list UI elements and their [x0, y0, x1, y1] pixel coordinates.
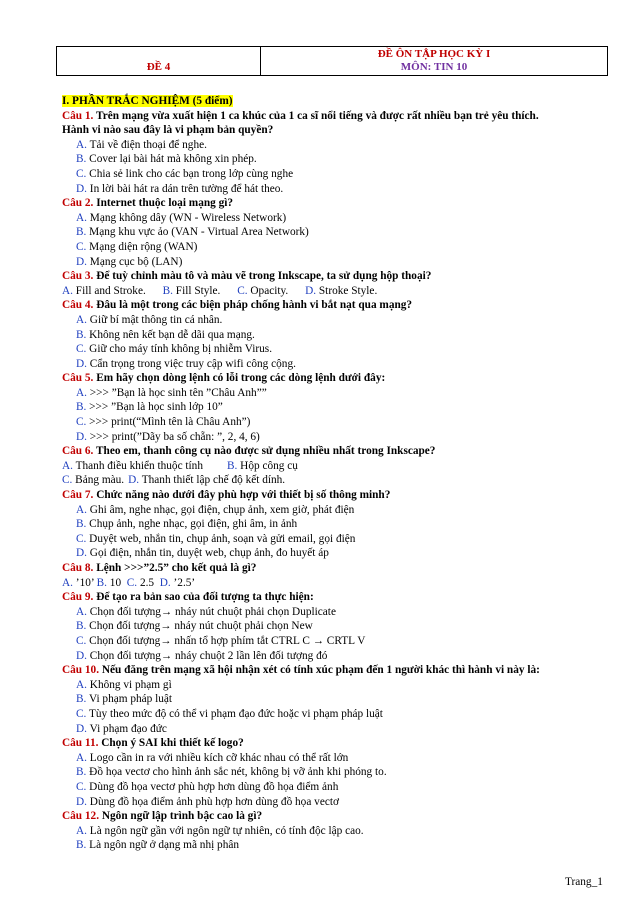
option-d: D. In lời bài hát ra dán trên tường để hát theo. [76, 182, 284, 195]
option-b-letter: B. [162, 284, 173, 297]
exam-header-table [56, 46, 608, 76]
question-3: Câu 3. Để tuỳ chỉnh màu tô và màu vẽ trong Inkscape, ta sử dụng hộp thoại? [62, 270, 432, 283]
section-title: I. PHẦN TRẮC NGHIỆM (5 điểm) [62, 95, 233, 107]
option-a: A. Chọn đối tượng→ nháy nút chuột phải chọn Duplicate [76, 605, 336, 618]
option-b: B. Là ngôn ngữ ở dạng mã nhị phân [76, 839, 240, 852]
question-6: Câu 6. Theo em, thanh công cụ nào được sử dụng nhiều nhất trong Inkscape? [62, 445, 436, 458]
option-d: D. Cẩn trọng trong việc truy cập wifi công cộng. [76, 357, 296, 370]
option-b: B. Chụp ảnh, nghe nhạc, gọi điện, ghi âm, in ảnh [76, 518, 298, 531]
option-c-letter: C. [237, 284, 248, 297]
option-a-letter: A. [62, 284, 73, 297]
option-b: B. Đồ họa vectơ cho hình ảnh sắc nét, không bị vỡ ảnh khi phóng to. [76, 766, 387, 779]
option-a: A. >>> ”Bạn là học sinh tên ”Châu Anh”” [76, 386, 267, 399]
option-a: A. Tải về điện thoại để nghe. [76, 138, 207, 151]
exam-subject: MÔN: TIN 10 [400, 61, 468, 73]
question-11: Câu 11. Chọn ý SAI khi thiết kế logo? [62, 737, 244, 750]
option-b: B. >>> ”Bạn là học sinh lớp 10” [76, 401, 223, 414]
option-c: C. Mạng diện rộng (WAN) [76, 240, 198, 253]
question-4: Câu 4. Đâu là một trong các biện pháp chống hành vi bắt nạt qua mạng? [62, 299, 413, 312]
exam-code: ĐỀ 4 [57, 47, 261, 76]
option-a: A. Không vi phạm gì [76, 678, 172, 691]
inline-options: A. ’10’ B. 10 C. 2.5 D. ’2.5’ [62, 576, 196, 589]
question-text: Trên mạng vừa xuất hiện 1 ca khúc của 1 ca sĩ nổi tiếng và được rất nhiều bạn trẻ yêu thích. [93, 109, 539, 122]
option-a: A. Logo cần in ra với nhiều kích cỡ khác nhau có thể rất lớn [76, 751, 349, 764]
option-b: B. Không nên kết bạn dễ dãi qua mạng. [76, 328, 255, 341]
option-d: D. Vi phạm đạo đức [76, 722, 167, 735]
question-9: Câu 9. Để tạo ra bản sao của đối tượng ta thực hiện: [62, 591, 314, 604]
option-c: C. Duyệt web, nhắn tin, chụp ảnh, soạn và gửi email, gọi điện [76, 532, 356, 545]
option-a: A. Mạng không dây (WN - Wireless Network) [76, 211, 287, 224]
option-c: C. >>> print(“Mình tên là Châu Anh”) [76, 416, 251, 429]
option-d: D. Gọi điện, nhắn tin, duyệt web, chụp ảnh, đo huyết áp [76, 547, 329, 560]
inline-options: A. Fill and Stroke. B. Fill Style. C. Opacity. D. Stroke Style. [62, 284, 378, 297]
option-c: C. Chia sẻ link cho các bạn trong lớp cùng nghe [76, 167, 294, 180]
question-7: Câu 7. Chức năng nào dưới đây phù hợp với thiết bị số thông minh? [62, 489, 391, 502]
option-c: C. Chọn đối tượng→ nhấn tổ hợp phím tắt CTRL C → CRTL V [76, 634, 366, 647]
question-number: Câu 1. [62, 109, 94, 122]
option-d: D. >>> print(”Dãy ba số chẵn: ”, 2, 4, 6) [76, 430, 260, 443]
question-12: Câu 12. Ngôn ngữ lập trình bậc cao là gì? [62, 810, 263, 823]
option-pair-row: C. Bảng màu. D. Thanh thiết lập chế độ kết dính. [62, 474, 286, 487]
option-c: C. Giữ cho máy tính không bị nhiễm Virus. [76, 343, 273, 356]
option-b: B. Vi phạm pháp luật [76, 693, 173, 706]
exam-title: ĐỀ ÔN TẬP HỌC KỲ I [377, 48, 491, 60]
option-pair-row: A. Thanh điều khiển thuộc tính B. Hộp công cụ [62, 459, 298, 472]
question-5: Câu 5. Em hãy chọn dòng lệnh có lỗi trong các dòng lệnh dưới đây: [62, 372, 386, 385]
option-a: A. Ghi âm, nghe nhạc, gọi điện, chụp ảnh, xem giờ, phát điện [76, 503, 355, 516]
question-10: Câu 10. Nếu đăng trên mạng xã hội nhận xét có tính xúc phạm đến 1 người khác thì hành vi này là: [62, 664, 540, 677]
question-2: Câu 2. Internet thuộc loại mạng gì? [62, 197, 234, 210]
option-b: B. Mạng khu vực ảo (VAN - Virtual Area Network) [76, 226, 309, 239]
option-b: B. Chọn đối tượng→ nháy nút chuột phải chọn New [76, 620, 313, 633]
exam-content [62, 94, 622, 853]
option-c: C. Tùy theo mức độ có thể vi phạm đạo đức hoặc vi phạm pháp luật [76, 707, 383, 720]
page-number: Trang_1 [565, 876, 603, 888]
option-a: A. Là ngôn ngữ gần với ngôn ngữ tự nhiên, có tính độc lập cao. [76, 824, 364, 837]
question-8: Câu 8. Lệnh >>>”2.5” cho kết quả là gì? [62, 562, 257, 574]
question-1 [62, 109, 622, 124]
exam-title-cell [261, 47, 608, 76]
option-d: D. Mạng cục bộ (LAN) [76, 255, 183, 268]
option-d: D. Dùng đồ họa điểm ảnh phù hợp hơn dùng đồ họa vectơ [76, 795, 339, 808]
question-1-cont: Hành vi nào sau đây là vi phạm bản quyền? [62, 124, 274, 137]
option-b: B. Cover lại bài hát mà không xin phép. [76, 153, 257, 166]
option-d: D. Chọn đối tượng→ nháy chuột 2 lần lên đối tượng đó [76, 649, 328, 662]
option-a: A. Giữ bí mật thông tin cá nhân. [76, 313, 223, 326]
option-d-letter: D. [305, 284, 317, 297]
option-c: C. Dùng đồ họa vectơ phù hợp hơn dùng đồ họa điểm ảnh [76, 780, 339, 793]
